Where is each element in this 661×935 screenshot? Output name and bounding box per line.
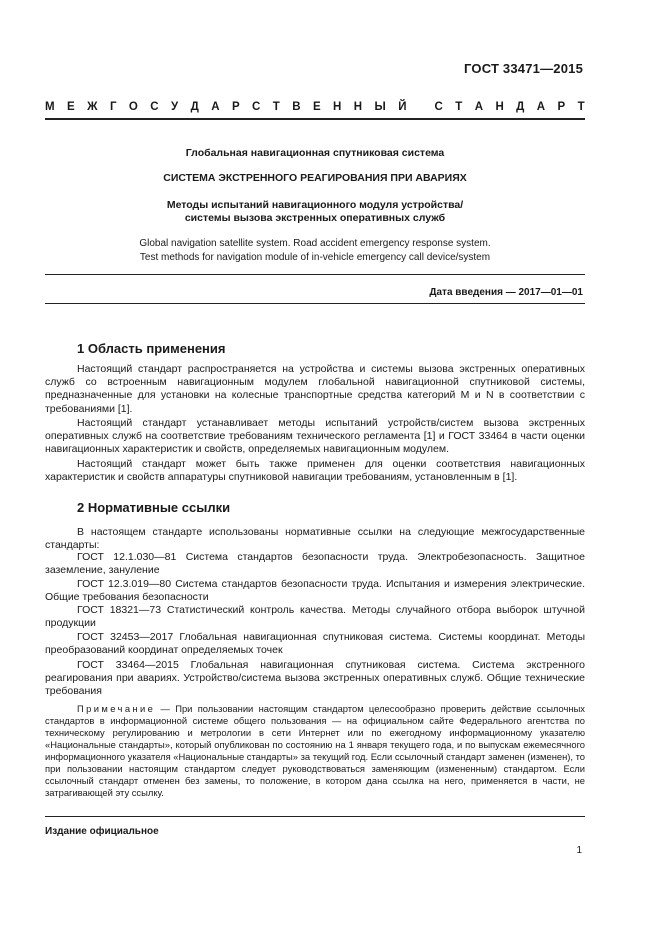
normative-reference: ГОСТ 12.1.030—81 Система стандартов безопасности труда. Электробезопасность. Защитное заземление, зануление bbox=[45, 551, 585, 577]
section-1-paragraph-3: Настоящий стандарт может быть также применен для оценки соответствия навигационных характеристик и свойств аппаратуры спутниковой навигации требованиям, установленным в [1]. bbox=[45, 458, 585, 484]
interstate-heading-letter bbox=[419, 101, 422, 113]
title-divider bbox=[45, 274, 585, 275]
interstate-heading-letter: Е bbox=[67, 101, 75, 113]
section-1-title: 1 Область применения bbox=[77, 341, 226, 356]
interstate-heading-letter: Н bbox=[333, 101, 342, 113]
interstate-heading-letter: А bbox=[211, 101, 220, 113]
interstate-heading-letter: Р bbox=[231, 101, 240, 113]
interstate-standard-heading bbox=[45, 101, 585, 113]
official-edition-label: Издание официальное bbox=[45, 826, 159, 837]
footer-divider bbox=[45, 816, 585, 817]
standard-number: ГОСТ 33471—2015 bbox=[464, 61, 583, 76]
normative-reference: ГОСТ 33464—2015 Глобальная навигационная спутниковая система. Система экстренного реагирования при авариях. Устройство/система вызова экстренных оперативных служб. Общие технические требования bbox=[45, 659, 585, 698]
title-general: Глобальная навигационная спутниковая система bbox=[185, 147, 445, 159]
interstate-heading-letter: Н bbox=[353, 101, 363, 113]
interstate-heading-letter: А bbox=[474, 101, 484, 113]
page-number: 1 bbox=[576, 845, 582, 856]
title-sub-line2: системы вызова экстренных оперативных служб bbox=[184, 212, 446, 224]
interstate-heading-letter: Й bbox=[398, 101, 407, 113]
normative-reference: ГОСТ 12.3.019—80 Система стандартов безопасности труда. Испытания и измерения электрические. Общие требования безопасности bbox=[45, 578, 585, 604]
interstate-heading-letter: М bbox=[45, 101, 55, 113]
interstate-heading-letter: С bbox=[252, 101, 261, 113]
section-2-title: 2 Нормативные ссылки bbox=[77, 500, 231, 515]
interstate-heading-letter: Ы bbox=[374, 101, 386, 113]
interstate-heading-letter: Т bbox=[455, 101, 463, 113]
interstate-heading-letter: Т bbox=[272, 101, 280, 113]
note-text: — При пользовании настоящим стандартом целесообразно проверить действие ссылочных стандартов в информационной системе общего пользования — на официальном сайте Федерального агентства по техническому регулированию и метрологии в сети Интернет или по ежегодному информационному указателю «Национальные стандарты», который опубликован по состоянию на 1 января текущего года, и по выпускам ежемесячного информационного указателя «Национальные стандарты» за текущий год. Если ссылочный стандарт заменен (изменен), то при пользовании настоящим стандартом следует руководствоваться заменяющим (измененным) стандартом. Если ссылочный стандарт отменен без замены, то положение, в котором дана ссылка на него, применяется в части, не затрагивающей эту ссылку. bbox=[45, 703, 586, 798]
section-1-paragraph-1: Настоящий стандарт распространяется на устройства и системы вызова экстренных оперативных служб со встроенным навигационным модулем глобальной навигационной спутниковой системы, предназначенные для установки на колесные транспортные средства категорий М и N в соответствии с требованиями [1]. bbox=[45, 363, 585, 415]
interstate-heading-letter: Е bbox=[312, 101, 321, 113]
section-1-paragraph-2: Настоящий стандарт устанавливает методы испытаний устройств/систем вызова экстренных оперативных служб на соответствие требованиям технического регламента [1] и ГОСТ 33464 в части оценки навигационных характеристик и свойств, определяемых навигационным модулем. bbox=[45, 417, 585, 456]
note-label: Примечание bbox=[77, 703, 156, 714]
interstate-heading-letter: Д bbox=[516, 101, 525, 113]
interstate-heading-letter: У bbox=[171, 101, 179, 113]
section-2-intro: В настоящем стандарте использованы нормативные ссылки на следующие межгосударственные стандарты: bbox=[45, 526, 585, 552]
title-en-line2: Test methods for navigation module of in-vehicle emergency call device/system bbox=[139, 252, 491, 263]
normative-reference: ГОСТ 32453—2017 Глобальная навигационная спутниковая система. Системы координат. Методы преобразований координат определяемых точек bbox=[45, 631, 585, 657]
interstate-heading-letter: С bbox=[150, 101, 159, 113]
header-divider bbox=[45, 118, 585, 120]
interstate-heading-letter: Р bbox=[557, 101, 566, 113]
title-sub-line1: Методы испытаний навигационного модуля устройства/ bbox=[166, 199, 464, 211]
reference-note bbox=[45, 703, 585, 799]
interstate-heading-letter: Д bbox=[190, 101, 199, 113]
date-divider bbox=[45, 303, 585, 304]
date-of-introduction: Дата введения — 2017—01—01 bbox=[429, 287, 583, 298]
interstate-heading-letter: В bbox=[292, 101, 301, 113]
interstate-heading-letter: С bbox=[434, 101, 443, 113]
interstate-heading-letter: Ж bbox=[87, 101, 98, 113]
interstate-heading-letter: О bbox=[128, 101, 138, 113]
interstate-heading-letter: Н bbox=[495, 101, 504, 113]
title-main: СИСТЕМА ЭКСТРЕННОГО РЕАГИРОВАНИЯ ПРИ АВАРИЯХ bbox=[163, 172, 467, 184]
interstate-heading-letter: Г bbox=[109, 101, 117, 113]
interstate-heading-letter: А bbox=[536, 101, 546, 113]
normative-reference: ГОСТ 18321—73 Статистический контроль качества. Методы случайного отбора выборок штучной продукции bbox=[45, 604, 585, 630]
title-en-line1: Global navigation satellite system. Road accident emergency response system. bbox=[139, 238, 491, 249]
interstate-heading-letter: Т bbox=[577, 101, 585, 113]
